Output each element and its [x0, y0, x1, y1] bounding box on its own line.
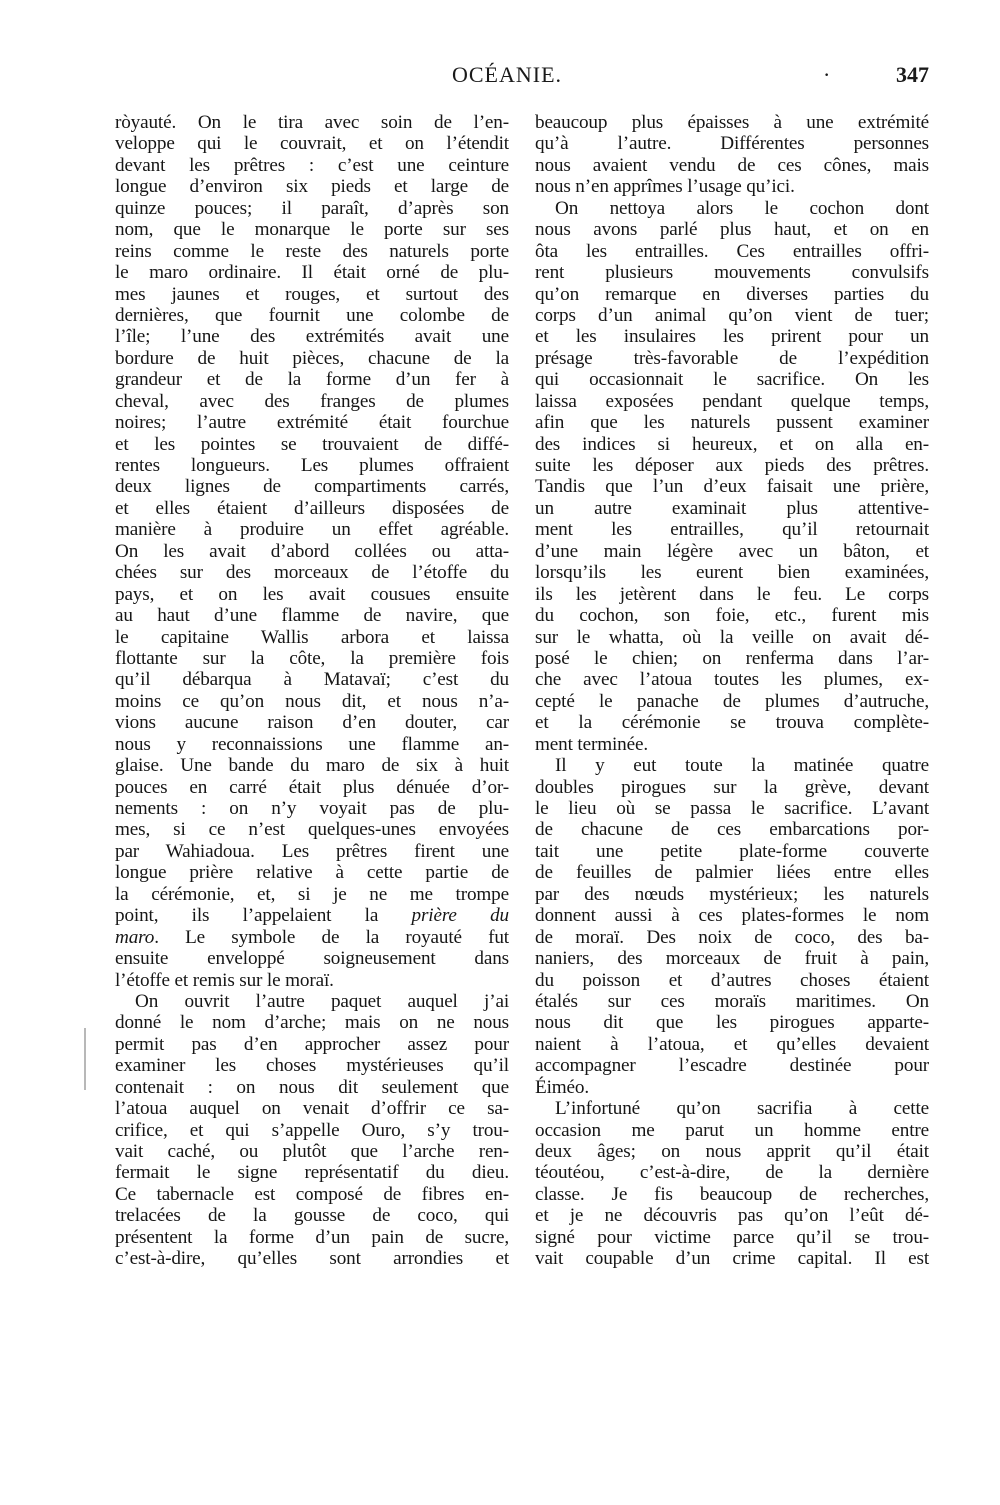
text-line: des indices si heureux, et on alla en-	[535, 433, 929, 455]
text-line: deux lignes de compartiments carrés,	[115, 476, 509, 498]
text-line: cheval, avec des franges de plumes	[115, 390, 509, 412]
text-line: reins comme le reste des naturels porte	[115, 240, 509, 262]
text-line: ment terminée.	[535, 733, 648, 755]
text-line: Tandis que l’un d’eux faisait une prière,	[535, 476, 929, 498]
text-line: l’étoffe et remis sur le moraï.	[115, 969, 334, 991]
text-line: le maro ordinaire. Il était orné de plu-	[115, 262, 509, 284]
text-line: par des nœuds mystérieux; les naturels	[535, 883, 929, 905]
paragraph-start-line: On nettoya alors le cochon dont	[555, 197, 929, 219]
text-line: chées sur des morceaux de l’étoffe du	[115, 562, 509, 584]
text-line: laissa exposées pendant quelque temps,	[535, 390, 929, 412]
text-line: qui occasionnait le sacrifice. On les	[535, 369, 929, 391]
text-line: l’île; l’une des extrémités avait une	[115, 326, 509, 348]
text-line: classe. Je fis beaucoup de recherches,	[535, 1183, 929, 1205]
text-line: rentes longueurs. Les plumes offraient	[115, 455, 509, 476]
text-line: naniers, des morceaux de fruit à pain,	[535, 948, 929, 970]
text-line: trelacées de la gousse de coco, qui	[115, 1205, 509, 1227]
text-line: le capitaine Wallis arbora et laissa	[115, 626, 509, 648]
text-line: ensuite enveloppé soigneusement dans	[115, 948, 509, 970]
text-line: signé pour victime parce qu’il se trou-	[535, 1226, 929, 1248]
text-line: posé le chien; on renferma dans l’ar-	[535, 647, 929, 669]
text-line: la cérémonie, et, si je ne me trompe	[115, 883, 509, 905]
text-line: ròyauté. On le tira avec soin de l’en-	[115, 112, 509, 133]
text-line-with-italic	[115, 905, 509, 926]
right-column	[535, 112, 929, 1270]
text-line: permit pas d’en approcher assez pour	[115, 1033, 509, 1055]
page-number: 347	[896, 62, 929, 87]
text-line: contenait : on nous dit seulement que	[115, 1076, 509, 1098]
text-line: rent plusieurs mouvements convulsifs	[535, 262, 929, 284]
text-line: et je ne découvris pas qu’on l’eût dé-	[535, 1205, 929, 1227]
text-line: devant les prêtres : c’est une ceinture	[115, 154, 509, 176]
scan-artifact	[84, 1028, 86, 1090]
text-line: glaise. Une bande du maro de six à huit	[115, 755, 509, 777]
running-title: OCÉANIE.	[452, 62, 563, 87]
text-line: suite les déposer aux pieds des prêtres.	[535, 455, 929, 476]
text-line: nous avons parlé plus haut, et on en	[535, 219, 929, 241]
left-column	[115, 112, 509, 1270]
text-line: occasion me parut un homme entre	[535, 1119, 929, 1141]
italic-phrase: maro	[115, 926, 155, 948]
text-line: nous y reconnaissions une flamme an-	[115, 733, 509, 755]
text-line: nous n’en apprîmes l’usage qu’ici.	[535, 176, 795, 198]
text-line: ils les jetèrent dans le feu. Le corps	[535, 583, 929, 605]
text-line: On les avait d’abord collées ou atta-	[115, 540, 509, 562]
text-line: moins ce qu’on nous dit, et nous n’a-	[115, 690, 509, 712]
text-line: flottante sur la côte, la première fois	[115, 647, 509, 669]
text-line: le lieu où se passa le sacrifice. L’avant	[535, 798, 929, 819]
text-line: Éiméo.	[535, 1076, 589, 1098]
text-line: ment les entrailles, qu’il retournait	[535, 519, 929, 541]
text-line: lorsqu’ils les eurent bien examinées,	[535, 562, 929, 584]
text-line: nements : on n’y voyait pas de plu-	[115, 798, 509, 819]
text-line: vait caché, ou plutôt que l’arche ren-	[115, 1141, 509, 1162]
paragraph-start-line: Il y eut toute la matinée quatre	[555, 755, 929, 777]
text-line: donnent aussi à ces plates-formes le nom	[535, 905, 929, 927]
text-line: afin que les naturels pussent examiner	[535, 412, 929, 434]
text-line: de moraï. Des noix de coco, des ba-	[535, 926, 929, 948]
header-dot: ·	[823, 62, 831, 87]
text-line: au haut d’une flamme de navire, que	[115, 605, 509, 627]
text-line: téoutéou, c’est-à-dire, de la dernière	[535, 1162, 929, 1184]
text-line: nom, que le monarque le porte sur ses	[115, 219, 509, 241]
text-line: qu’il débarqua à Matavaï; c’est du	[115, 669, 509, 691]
text-line: mes jaunes et rouges, et surtout des	[115, 283, 509, 305]
text-line: veloppe qui le couvrait, et on l’étendit	[115, 133, 509, 155]
text-line: doubles pirogues sur la grève, devant	[535, 776, 929, 798]
text-line: présage très-favorable de l’expédition	[535, 347, 929, 369]
page-header	[0, 62, 1000, 92]
text-line: cepté le panache de plumes d’autruche,	[535, 690, 929, 712]
text-line: donné le nom d’arche; mais on ne nous	[115, 1012, 509, 1034]
text-line: qu’on remarque en diverses parties du	[535, 283, 929, 305]
text-line: dernières, que fournit une colombe de	[115, 304, 509, 326]
text-line: longue prière relative à cette partie de	[115, 862, 509, 884]
text-line: un autre examinait plus attentive-	[535, 497, 929, 519]
text-line: qu’à l’autre. Différentes personnes	[535, 133, 929, 155]
text-line: présentent la forme d’un pain de sucre,	[115, 1226, 509, 1248]
text-line: du cochon, son foie, etc., furent mis	[535, 605, 929, 627]
paragraph-start-line: On ouvrit l’autre paquet auquel j’ai	[135, 990, 509, 1012]
paragraph-start-line: L’infortuné qu’on sacrifia à cette	[555, 1098, 929, 1120]
text-line: c’est-à-dire, qu’elles sont arrondies et	[115, 1248, 509, 1270]
text-line: sur le whatta, où la veille on avait dé-	[535, 626, 929, 648]
text-line: crifice, et qui s’appelle Ouro, s’y trou-	[115, 1119, 509, 1141]
text-line: et les pointes se trouvaient de diffé-	[115, 433, 509, 455]
text-line: manière à produire un effet agréable.	[115, 519, 509, 541]
text-line: longue d’environ six pieds et large de	[115, 176, 509, 198]
text-line: étalés sur ces moraïs maritimes. On	[535, 990, 929, 1012]
text-line: de feuilles de palmier liées entre elles	[535, 862, 929, 884]
text-line: vait coupable d’un crime capital. Il est	[535, 1248, 929, 1270]
text-line: grandeur et de la forme d’un fer à	[115, 369, 509, 391]
text-line: tait une petite plate-forme couverte	[535, 840, 929, 862]
text-line: du poisson et d’autres choses étaient	[535, 969, 929, 991]
text-line: pays, et on les avait cousues ensuite	[115, 583, 509, 605]
text-line: noires; l’autre extrémité était fourchue	[115, 412, 509, 434]
text-line: d’une main légère avec un bâton, et	[535, 540, 929, 562]
text-line: pouces en carré était plus dénuée d’or-	[115, 776, 509, 798]
text-line: vions aucune raison d’en douter, car	[115, 712, 509, 734]
text-line: Ce tabernacle est composé de fibres en-	[115, 1183, 509, 1205]
text-line: et les insulaires les prirent pour un	[535, 326, 929, 348]
text-segment: point, ils l’appelaient la	[115, 905, 379, 927]
italic-phrase: prière du	[411, 905, 509, 927]
text-line-with-italic	[115, 927, 509, 948]
text-line: beaucoup plus épaisses à une extrémité	[535, 112, 929, 133]
text-line: par Wahiadoua. Les prêtres firent une	[115, 840, 509, 862]
text-line: et la cérémonie se trouva complète-	[535, 712, 929, 734]
text-line: ôta les entrailles. Ces entrailles offri-	[535, 240, 929, 262]
text-line: quinze pouces; il paraît, d’après son	[115, 197, 509, 219]
text-line: examiner les choses mystérieuses qu’il	[115, 1055, 509, 1077]
text-line: che avec l’atoua toutes les plumes, ex-	[535, 669, 929, 691]
text-line: mes, si ce n’est quelques-unes envoyées	[115, 819, 509, 841]
text-line: deux âges; on nous apprit qu’il était	[535, 1141, 929, 1162]
text-line: corps d’un animal qu’on vient de tuer;	[535, 304, 929, 326]
text-segment: . Le symbole de la royauté fut	[154, 926, 509, 948]
text-line: de chacune de ces embarcations por-	[535, 819, 929, 841]
text-line: fermait le signe représentatif du dieu.	[115, 1162, 509, 1184]
text-line: nous avaient vendu de ces cônes, mais	[535, 154, 929, 176]
text-line: et elles étaient d’ailleurs disposées de	[115, 497, 509, 519]
text-line: naient à l’atoua, et qu’elles devaient	[535, 1033, 929, 1055]
text-line: bordure de huit pièces, chacune de la	[115, 347, 509, 369]
text-line: nous dit que les pirogues apparte-	[535, 1012, 929, 1034]
text-line: accompagner l’escadre destinée pour	[535, 1055, 929, 1077]
text-line: l’atoua auquel on venait d’offrir ce sa-	[115, 1098, 509, 1120]
